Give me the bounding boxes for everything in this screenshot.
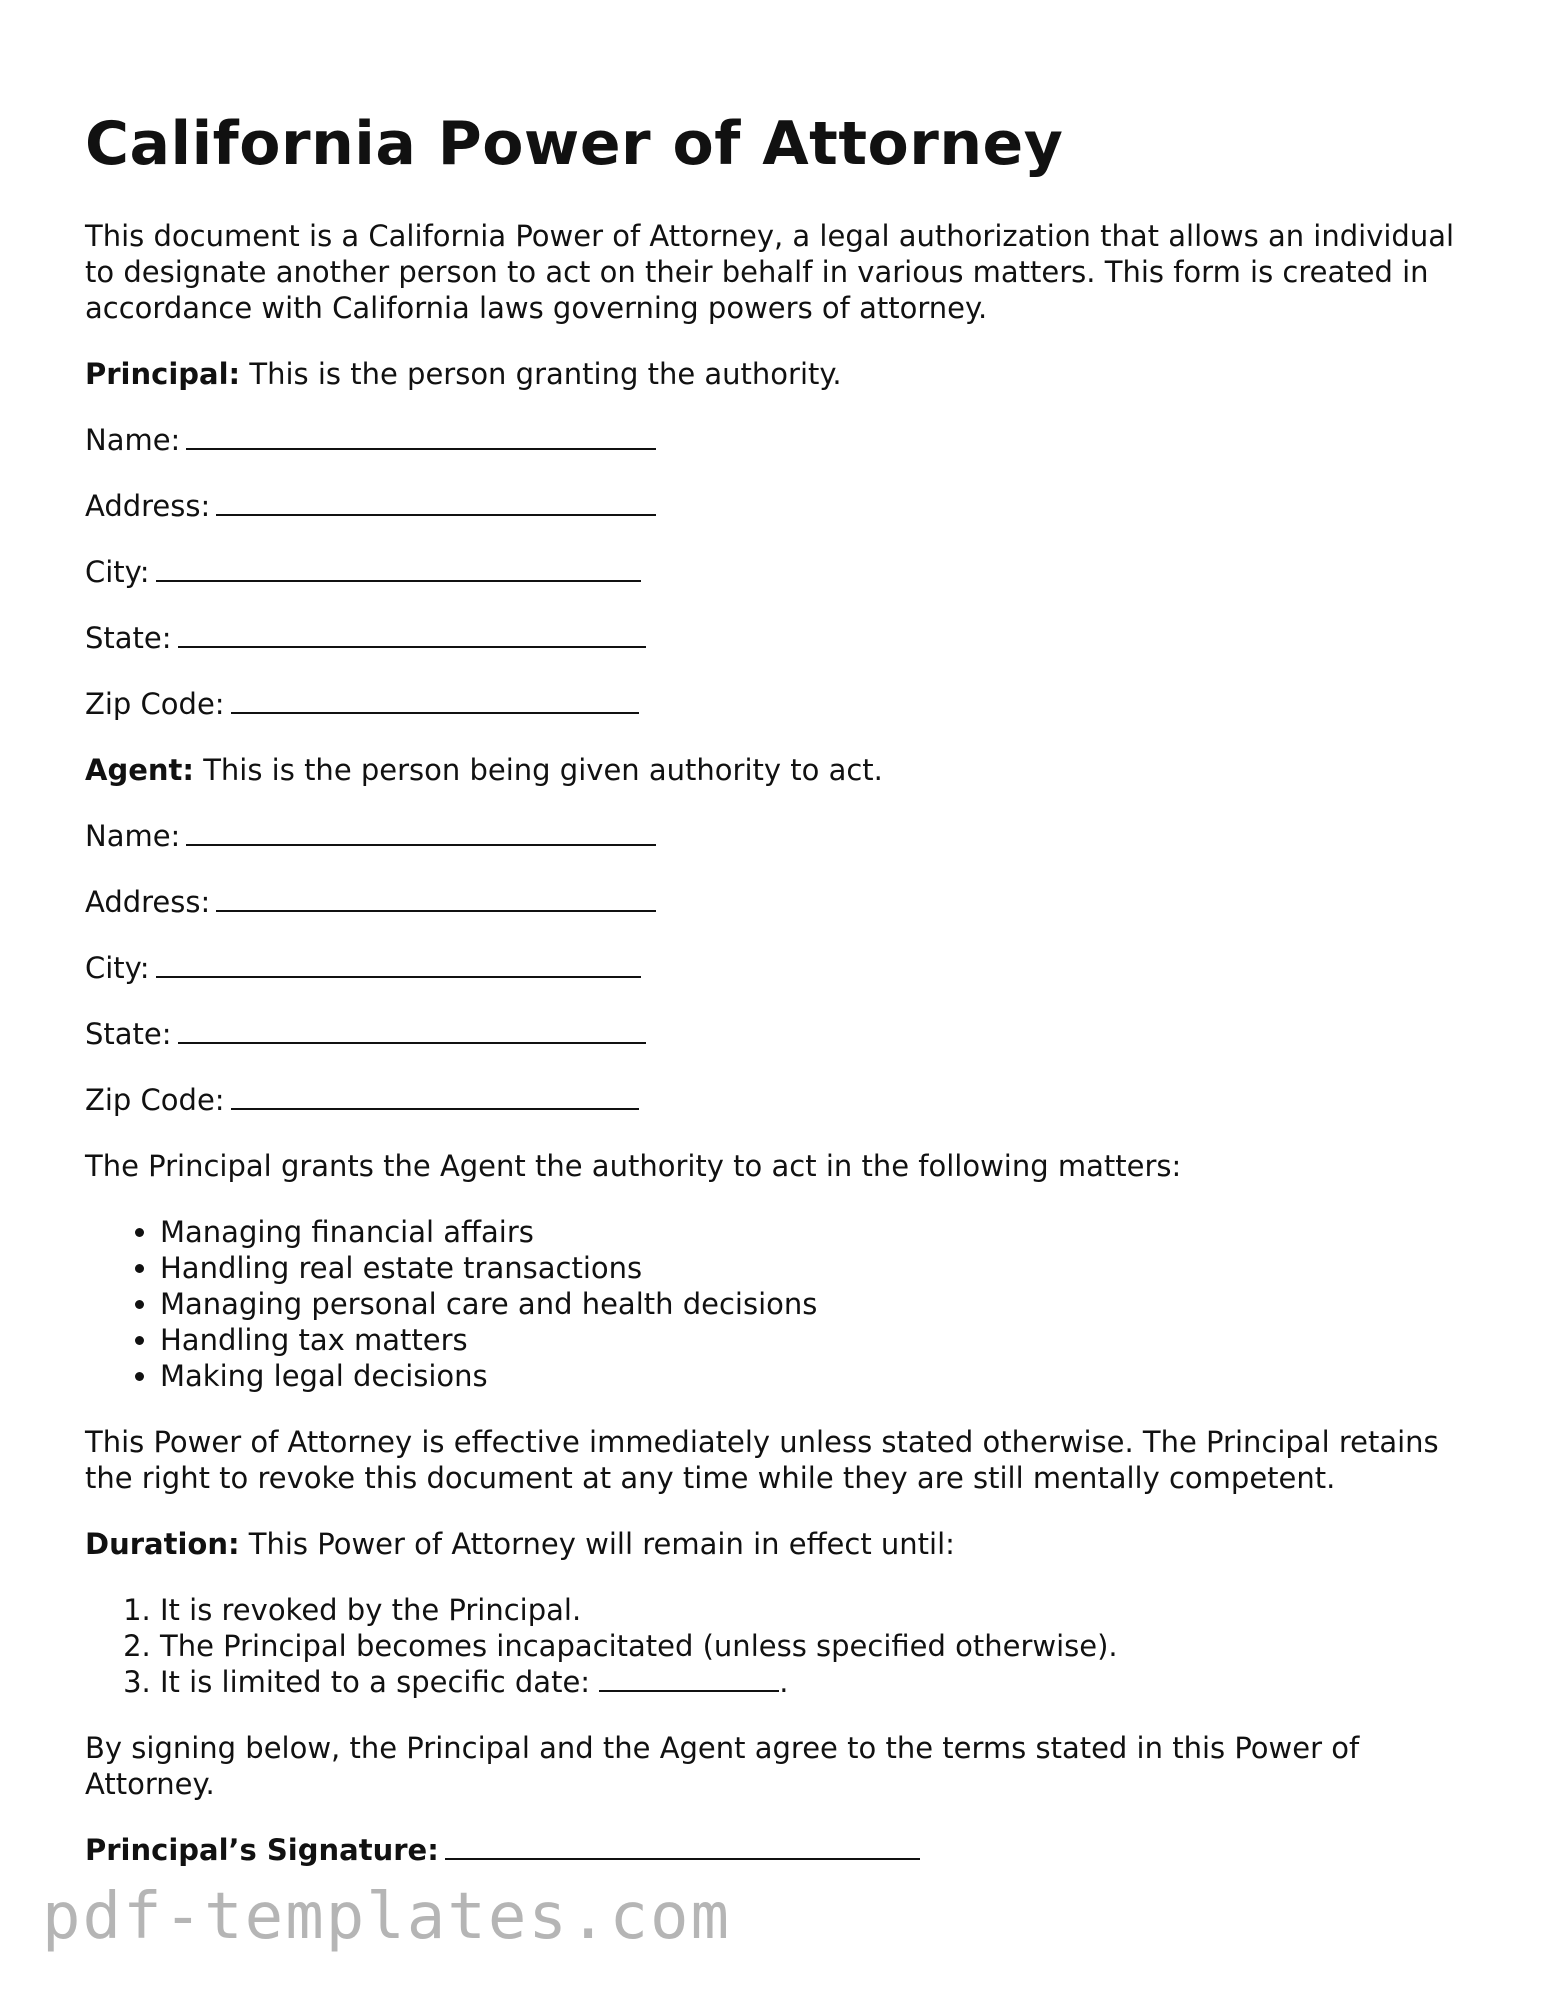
- duration-item-text: It is limited to a specific date:: [160, 1665, 600, 1699]
- duration-list: [85, 1592, 1465, 1700]
- principal-state-line[interactable]: [178, 620, 646, 648]
- agent-name-line[interactable]: [186, 818, 656, 846]
- list-item: 1. It is revoked by the Principal.: [160, 1592, 1465, 1628]
- matters-list: [85, 1214, 1465, 1394]
- agent-address-field[interactable]: [85, 884, 1465, 920]
- principal-name-field[interactable]: [85, 422, 1465, 458]
- agent-city-line[interactable]: [156, 950, 641, 978]
- principal-label: Principal:: [85, 357, 241, 391]
- list-item: [160, 1664, 1465, 1700]
- agent-zip-field[interactable]: [85, 1082, 1465, 1118]
- duration-description: This Power of Attorney will remain in effect until:: [239, 1527, 955, 1561]
- list-item: • Managing personal care and health decisions: [160, 1286, 1465, 1322]
- specific-date-line[interactable]: [599, 1664, 779, 1692]
- principal-description: This is the person granting the authority.: [240, 357, 842, 391]
- principal-city-line[interactable]: [156, 554, 641, 582]
- field-label: City:: [85, 555, 150, 589]
- list-item: • Handling tax matters: [160, 1322, 1465, 1358]
- document-page: [85, 0, 1465, 1868]
- principal-zip-field[interactable]: [85, 686, 1465, 722]
- principal-heading: [85, 356, 1465, 392]
- field-label: State:: [85, 621, 172, 655]
- list-item: • Making legal decisions: [160, 1358, 1465, 1394]
- principal-city-field[interactable]: [85, 554, 1465, 590]
- list-item: • Managing financial affairs: [160, 1214, 1465, 1250]
- signing-paragraph: By signing below, the Principal and the Agent agree to the terms stated in this Power of Attorney.: [85, 1731, 1360, 1801]
- watermark: pdf-templates.com: [42, 1880, 732, 1954]
- field-label: Name:: [85, 819, 181, 853]
- effective-paragraph: This Power of Attorney is effective immediately unless stated otherwise. The Principal retains the right to revoke this document at any time while they are still mentally competent.: [85, 1425, 1439, 1495]
- agent-name-field[interactable]: [85, 818, 1465, 854]
- agent-description: This is the person being given authority to act.: [193, 753, 883, 787]
- agent-label: Agent:: [85, 753, 194, 787]
- list-item: • Handling real estate transactions: [160, 1250, 1465, 1286]
- agent-city-field[interactable]: [85, 950, 1465, 986]
- principal-state-field[interactable]: [85, 620, 1465, 656]
- agent-zip-line[interactable]: [231, 1082, 639, 1110]
- field-label: State:: [85, 1017, 172, 1051]
- principal-signature-line[interactable]: [445, 1832, 920, 1860]
- list-item: 2. The Principal becomes incapacitated (unless specified otherwise).: [160, 1628, 1465, 1664]
- principal-name-line[interactable]: [186, 422, 656, 450]
- field-label: Name:: [85, 423, 181, 457]
- principal-zip-line[interactable]: [231, 686, 639, 714]
- principal-address-field[interactable]: [85, 488, 1465, 524]
- duration-label: Duration:: [85, 1527, 240, 1561]
- field-label: Zip Code:: [85, 687, 225, 721]
- duration-item-suffix: .: [779, 1665, 789, 1699]
- agent-state-line[interactable]: [178, 1016, 646, 1044]
- signature-label: Principal’s Signature:: [85, 1833, 439, 1867]
- intro-paragraph: This document is a California Power of Attorney, a legal authorization that allows an individual to designate another person to act on their behalf in various matters. This form is created in accordance with California laws governing powers of attorney.: [85, 219, 1455, 325]
- agent-state-field[interactable]: [85, 1016, 1465, 1052]
- field-label: Address:: [85, 489, 211, 523]
- duration-heading: [85, 1526, 1465, 1562]
- agent-address-line[interactable]: [216, 884, 656, 912]
- field-label: Zip Code:: [85, 1083, 225, 1117]
- field-label: Address:: [85, 885, 211, 919]
- grant-paragraph: The Principal grants the Agent the authority to act in the following matters:: [85, 1149, 1182, 1183]
- field-label: City:: [85, 951, 150, 985]
- document-title: California Power of Attorney: [85, 109, 1064, 179]
- principal-address-line[interactable]: [216, 488, 656, 516]
- agent-heading: [85, 752, 1465, 788]
- principal-signature-field[interactable]: [85, 1832, 1465, 1868]
